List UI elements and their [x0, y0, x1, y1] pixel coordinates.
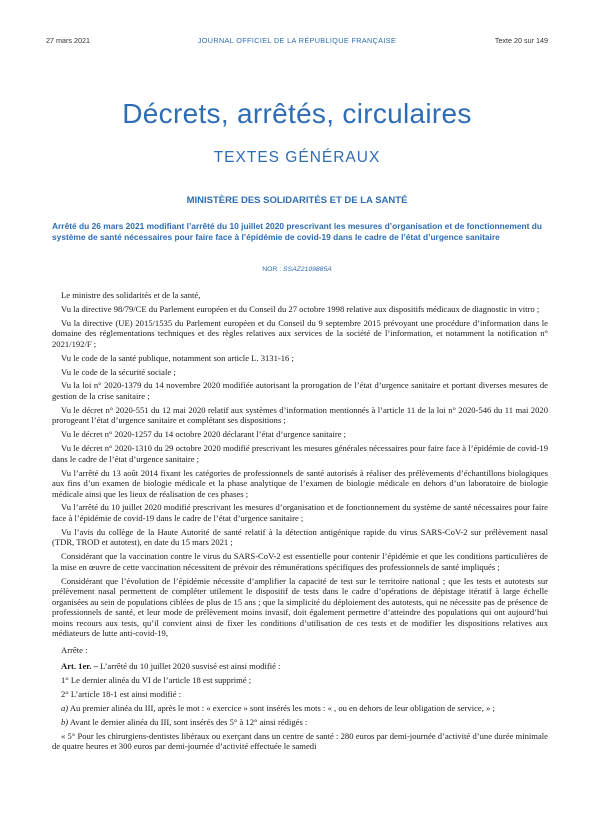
nor-value: SSAZ2109885A [283, 266, 332, 273]
section-heading: TEXTES GÉNÉRAUX [213, 149, 381, 166]
article-1 [52, 661, 548, 672]
quoted-provision: « 5° Pour les chirurgiens-dentistes libéraux ou exerçant dans un centre de santé : 280 euros par demi-journée d’activité d’une durée minimale de quatre heures et 300 euros par demi-journée d’activité effectuée le samedi [52, 730, 548, 752]
document-body [52, 290, 548, 755]
list-item-a [52, 703, 548, 714]
paragraph: Le ministre des solidarités et de la santé, [61, 290, 201, 300]
document-category-title: Décrets, arrêtés, circulaires [122, 98, 472, 129]
nor-reference [0, 266, 594, 273]
list-item: 2° L’article 18-1 est ainsi modifié : [61, 688, 182, 699]
arrete-word: Arrête : [61, 644, 88, 655]
paragraph: Vu le décret n° 2020-551 du 12 mai 2020 relatif aux systèmes d’information mentionnés à l’article 11 de la loi n° 2020-546 du 11 mai 2020 prorogeant l’état d’urgence sanitaire et complétant ses dispositions ; [52, 404, 548, 426]
journal-name: JOURNAL OFFICIEL DE LA RÉPUBLIQUE FRANÇAISE [197, 36, 397, 45]
article-label: Art. 1er. – [61, 661, 98, 672]
text-number: Texte 20 sur 149 [494, 36, 548, 45]
paragraph: Vu la directive 98/79/CE du Parlement européen et du Conseil du 27 octobre 1998 relative aux dispositifs médicaux de diagnostic in vitro ; [61, 303, 540, 314]
paragraph: Considérant que la vaccination contre le virus du SARS-CoV-2 est essentielle pour contenir l’épidémie et que les conditions particulières de la mise en œuvre de cette vaccination nécessitent de prévoir des rémunérations spécifiques des professionnels de santé impliqués ; [52, 551, 548, 572]
paragraph: Vu la loi n° 2020-1379 du 14 novembre 2020 modifiée autorisant la prorogation de l’état d’urgence sanitaire et portant diverses mesures de gestion de la crise sanitaire ; [52, 380, 548, 401]
paragraph: Vu le décret n° 2020-1257 du 14 octobre 2020 déclarant l’état d’urgence sanitaire ; [61, 429, 347, 440]
nor-label: NOR : [262, 266, 284, 273]
publication-date: 27 mars 2021 [46, 36, 90, 45]
paragraph: Vu l’arrêté du 10 juillet 2020 modifié prescrivant les mesures d’organisation et de fonctionnement du système de santé nécessaires pour faire face à l’épidémie de covid-19 dans le cadre de l’état d’urgence sanitaire ; [52, 502, 548, 523]
paragraph: Vu le code de la santé publique, notamment son article L. 3131-16 ; [61, 352, 294, 363]
paragraph: Vu le décret n° 2020-1310 du 29 octobre 2020 modifié prescrivant les mesures générales nécessaires pour faire face à l’épidémie de covid-19 dans le cadre de l’état d’urgence sanitaire ; [52, 443, 548, 464]
item-text: Avant le dernier alinéa du III, sont insérés des 5° à 12° ainsi rédigés : [68, 716, 308, 727]
paragraph: Vu la directive (UE) 2015/1535 du Parlement européen et du Conseil du 9 septembre 2015 prévoyant une procédure d’information dans le domaine des réglementations techniques et des règles relatives aux services de la société de l’information, et notamment la notification n° 2021/192/F ; [52, 317, 548, 349]
list-item: 1° Le dernier alinéa du VI de l’article 18 est supprimé ; [61, 674, 252, 685]
item-text: Au premier alinéa du III, après le mot : « exercice » sont insérés les mots : « , ou en dehors de leur obligation de service, » ; [68, 702, 495, 713]
arrete-title: Arrêté du 26 mars 2021 modifiant l’arrêté du 10 juillet 2020 prescrivant les mesures d’organisation et de fonctionnement du système de santé nécessaires pour faire face à l’épidémie de covid-19 dans le cadre de l’état d’urgence sanitaire [52, 221, 542, 242]
paragraph: Considérant que l’évolution de l’épidémie nécessite d’amplifier la capacité de test sur le territoire national ; que les tests et autotests sur prélèvement nasal permettent de compléter utilement le dispositif de tests dans le cadre d’opérations de dépistage itératif à large échelle organisées au sein de populations ciblées de plus de 15 ans ; que la simplicité du déploiement des autotests, qui ne nécessite pas de présence de professionnels de santé, et leur mode de prélèvement moins invasif, doit également permettre d’atteindre des populations qui ont aujourd’hui moins recours aux tests, qu’il convient ainsi de fixer les conditions d’utilisation de ces tests et de modifier les dispositions relatives aux médiateurs de lutte anti-covid-19, [52, 575, 548, 639]
item-marker: a) [61, 702, 69, 713]
list-item-b [52, 717, 548, 728]
article-text: L’arrêté du 10 juillet 2020 susvisé est ainsi modifié : [97, 661, 281, 672]
paragraph: Vu l’arrêté du 13 août 2014 fixant les catégories de professionnels de santé autorisés à réaliser des prélèvements d’échantillons biologiques aux fins d’un examen de biologie médicale et la phase analytique de l’examen de biologie médicale en dehors d’un laboratoire de biologie médicale ainsi que les lieux de réalisation de ces phases ; [52, 467, 548, 499]
paragraph: Vu le code de la sécurité sociale ; [61, 366, 176, 377]
item-marker: b) [61, 716, 69, 727]
ministry-heading: MINISTÈRE DES SOLIDARITÉS ET DE LA SANTÉ [186, 195, 408, 206]
paragraph: Vu l’avis du collège de la Haute Autorité de santé relatif à la détection antigénique rapide du virus SARS-CoV-2 sur prélèvement nasal (TDR, TROD et autotest), en date du 15 mars 2021 ; [52, 526, 548, 548]
